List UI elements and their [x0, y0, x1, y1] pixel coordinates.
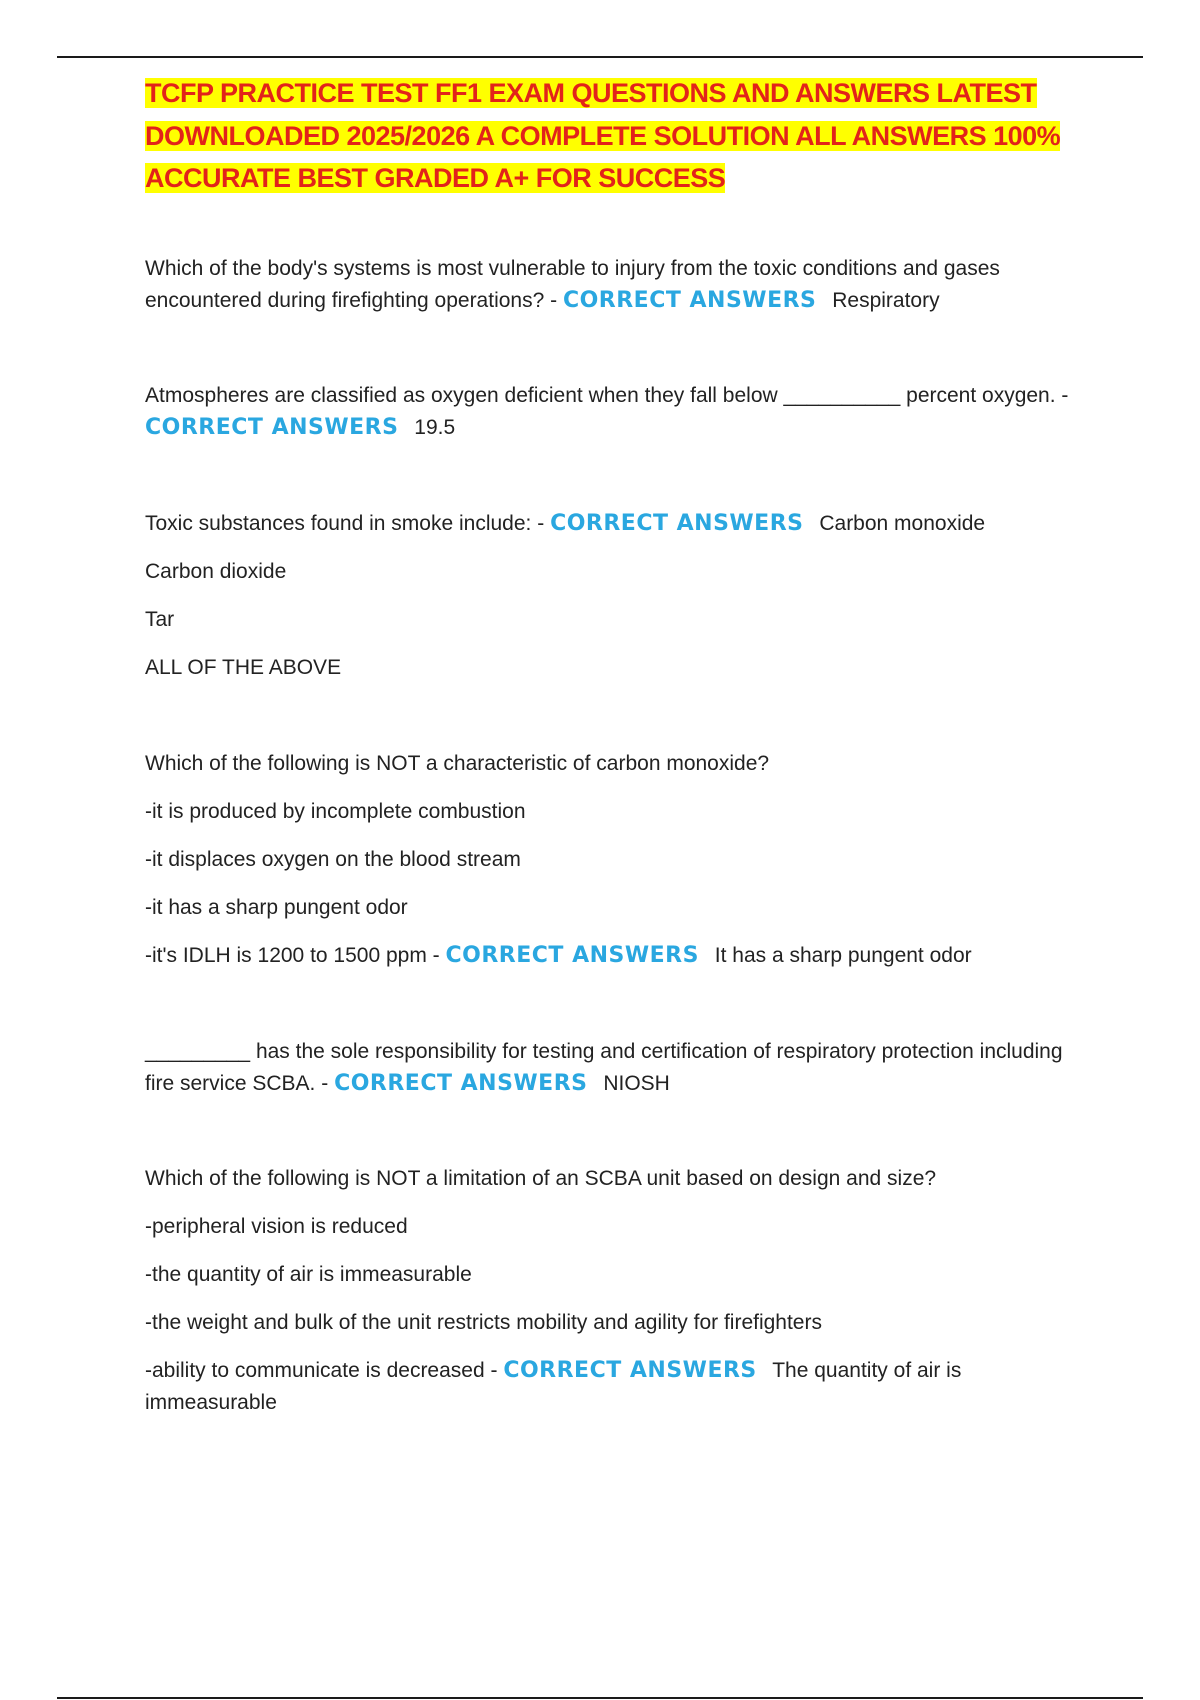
question-block	[145, 508, 1075, 684]
correct-answers-label: CORRECT ANSWERS	[445, 942, 699, 968]
option-text: -it's IDLH is 1200 to 1500 ppm -	[145, 943, 440, 967]
question-text	[145, 1036, 1075, 1100]
option-line: -it displaces oxygen on the blood stream	[145, 847, 521, 871]
question-text	[145, 253, 1075, 317]
bottom-rule	[57, 1697, 1143, 1699]
correct-answers-label: CORRECT ANSWERS	[550, 510, 804, 536]
correct-answers-label: CORRECT ANSWERS	[562, 287, 817, 313]
document-body	[145, 72, 1075, 1419]
answer-line: Carbon dioxide	[145, 559, 287, 583]
question-text: Which of the following is NOT a limitation of an SCBA unit based on design and size?	[145, 1166, 937, 1190]
option-line: -it has a sharp pungent odor	[145, 895, 408, 919]
question-prompt: Which of the body's systems is most vulnerable to injury from the toxic conditions and gases encountered during firefighting operations? -	[145, 256, 1000, 312]
answer-line: ALL OF THE ABOVE	[145, 655, 342, 679]
question-text	[145, 508, 1075, 540]
option-line: -peripheral vision is reduced	[145, 1214, 408, 1238]
top-rule	[57, 56, 1143, 58]
option-line: -it is produced by incomplete combustion	[145, 799, 526, 823]
answer-text: Carbon monoxide	[819, 511, 986, 535]
document-title-text: TCFP PRACTICE TEST FF1 EXAM QUESTIONS AND ANSWERS LATEST DOWNLOADED 2025/2026 A COMPLETE SOLUTION ALL ANSWERS 100% ACCURATE BEST GRADED A+ FOR SUCCESS	[145, 78, 1061, 193]
question-text: Which of the following is NOT a characteristic of carbon monoxide?	[145, 751, 770, 775]
option-line: -the weight and bulk of the unit restricts mobility and agility for firefighters	[145, 1310, 822, 1334]
option-line: -the quantity of air is immeasurable	[145, 1262, 472, 1286]
question-block	[145, 1036, 1075, 1100]
answer-text: Respiratory	[832, 288, 940, 312]
option-line-with-answer	[145, 1355, 1075, 1419]
question-prompt: Atmospheres are classified as oxygen deficient when they fall below __________ percent oxygen. -	[145, 383, 1069, 407]
option-text: -ability to communicate is decreased -	[145, 1358, 498, 1382]
correct-answers-label: CORRECT ANSWERS	[503, 1357, 757, 1383]
answer-text: NIOSH	[603, 1071, 670, 1095]
question-block	[145, 1163, 1075, 1419]
question-prompt: _________ has the sole responsibility for testing and certification of respiratory protection including fire service SCBA. -	[145, 1039, 1063, 1095]
document-title	[145, 72, 1075, 200]
question-block	[145, 380, 1075, 444]
question-block	[145, 253, 1075, 317]
correct-answers-label: CORRECT ANSWERS	[145, 414, 399, 440]
option-line-with-answer	[145, 940, 1075, 972]
answer-text: 19.5	[414, 415, 456, 439]
answer-text: The quantity of air is immeasurable	[145, 1358, 962, 1414]
question-text	[145, 380, 1075, 444]
question-block	[145, 748, 1075, 972]
question-prompt: Toxic substances found in smoke include: -	[145, 511, 545, 535]
correct-answers-label: CORRECT ANSWERS	[334, 1070, 588, 1096]
answer-text: It has a sharp pungent odor	[714, 943, 972, 967]
answer-line: Tar	[145, 607, 175, 631]
